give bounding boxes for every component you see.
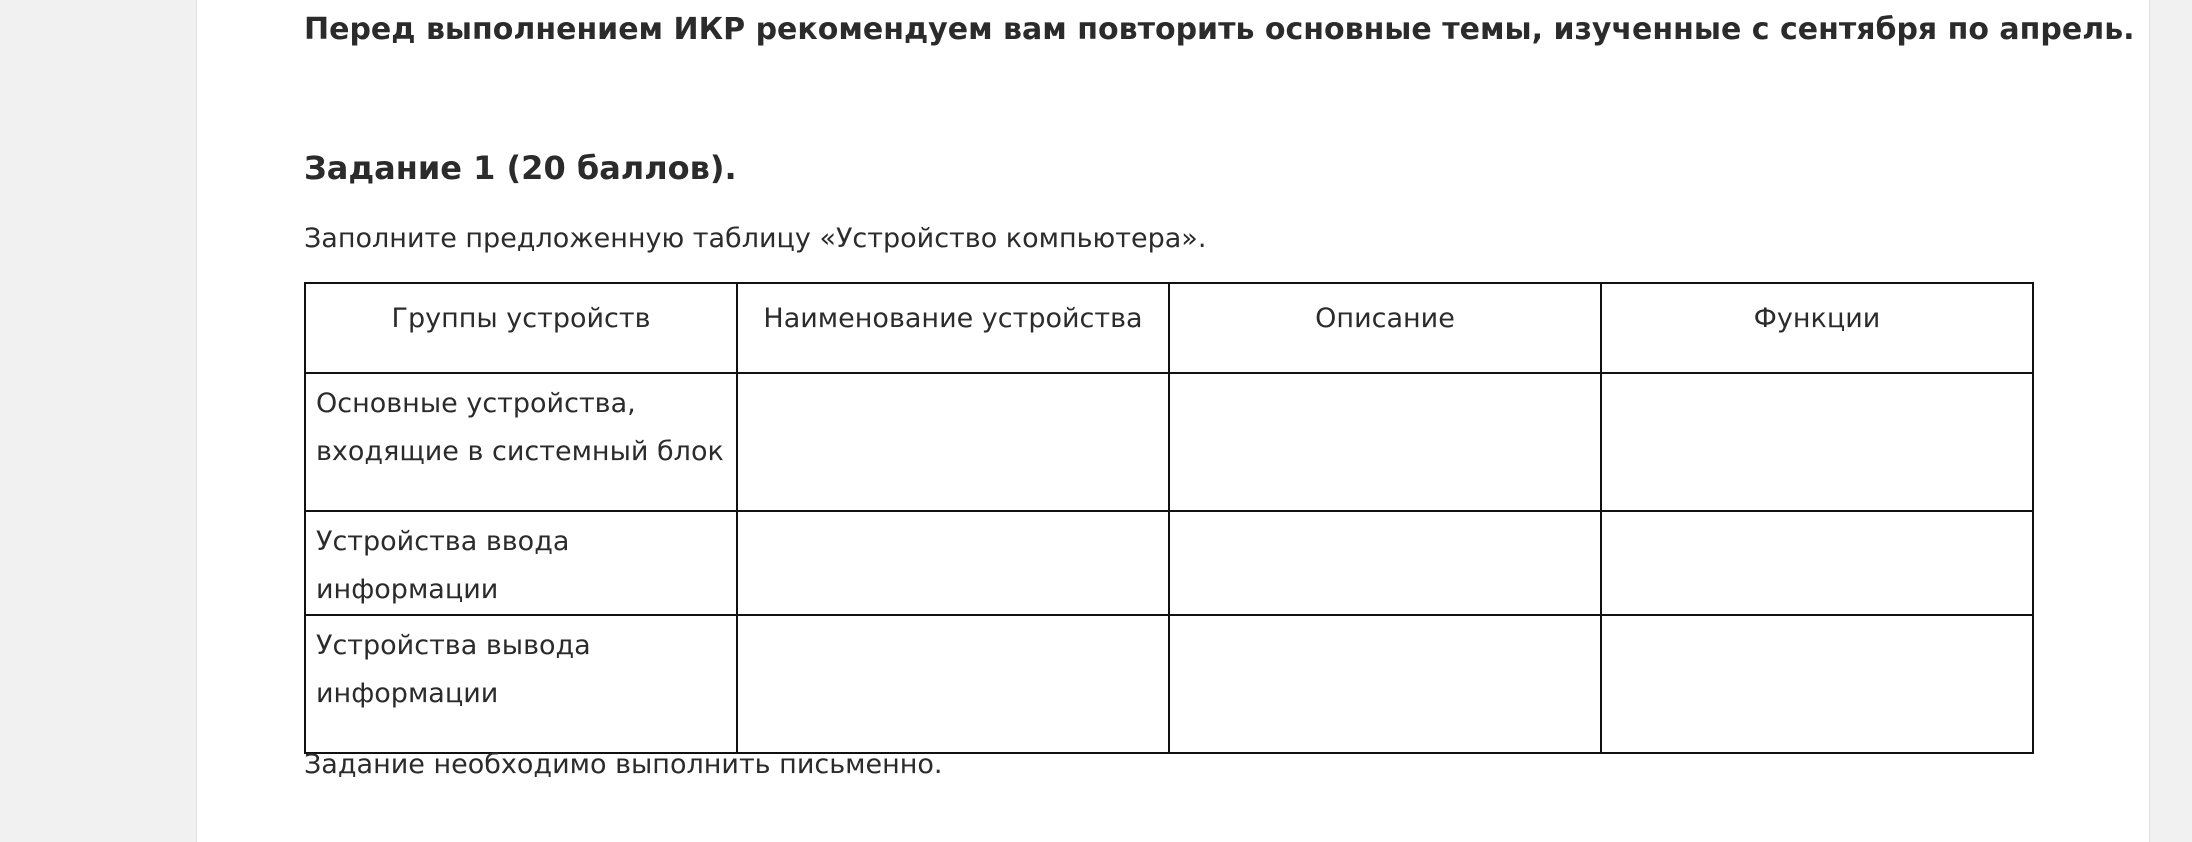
cell-functions[interactable] [1601,373,2033,511]
task-instruction: Заполните предложенную таблицу «Устройство компьютера». [304,223,1207,254]
cell-device-name[interactable] [737,511,1169,615]
cell-functions[interactable] [1601,511,2033,615]
header-functions: Функции [1601,283,2033,373]
cell-description[interactable] [1169,615,1601,753]
cell-functions[interactable] [1601,615,2033,753]
header-device-name: Наименование устройства [737,283,1169,373]
cell-group: Устройства ввода информации [305,511,737,615]
header-groups: Группы устройств [305,283,737,373]
cell-group: Устройства вывода информации [305,615,737,753]
cell-device-name[interactable] [737,615,1169,753]
table-row [305,511,2033,615]
table-header-row [305,283,2033,373]
task-note: Задание необходимо выполнить письменно. [304,749,943,780]
cell-description[interactable] [1169,373,1601,511]
table-row [305,373,2033,511]
cell-group: Основные устройства, входящие в системный блок [305,373,737,511]
document-page [196,0,2150,842]
intro-text: Перед выполнением ИКР рекомендуем вам повторить основные темы, изученные с сентября по апрель. [304,12,2135,47]
cell-device-name[interactable] [737,373,1169,511]
task-title: Задание 1 (20 баллов). [304,149,737,187]
cell-description[interactable] [1169,511,1601,615]
devices-table [304,282,2034,754]
table-row [305,615,2033,753]
header-description: Описание [1169,283,1601,373]
